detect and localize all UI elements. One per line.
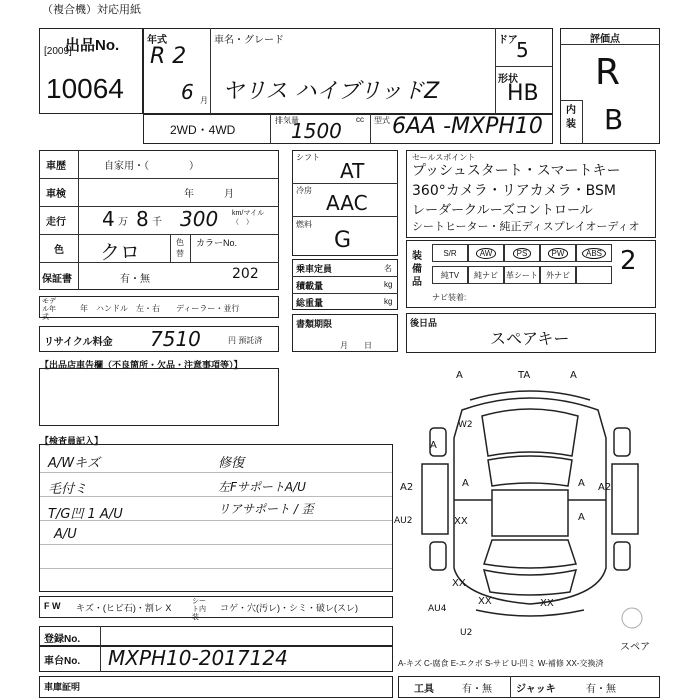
equipment-item-label: 外ナビ xyxy=(546,270,570,280)
mileage-rest: 300 xyxy=(180,207,219,231)
capacity-label: 乗車定員 xyxy=(296,264,333,274)
equipment-item xyxy=(540,244,576,262)
interior-label: 内装 xyxy=(566,105,576,130)
car-side-right xyxy=(612,464,638,534)
diagram-mark-a-6: A xyxy=(578,478,585,489)
inspector-note-5: 修復 xyxy=(218,456,245,471)
docs-value: 月 日 xyxy=(340,341,372,350)
model-year-text: 年 ハンドル 左・右 ディーラー・並行 xyxy=(80,304,240,313)
equipment-item-label: 純TV xyxy=(440,270,460,280)
equipment-handwritten: 2 xyxy=(620,246,637,276)
fuel-label: 燃料 xyxy=(296,220,312,229)
sales-line-1: プッシュスタート・スマートキー xyxy=(412,163,621,179)
mileage-label: 走行 xyxy=(46,217,66,228)
diagram-mark-a2: A2 xyxy=(400,482,414,493)
inspector-label: 【検査員記入】 xyxy=(40,436,104,446)
recycle-value: 7510 xyxy=(150,327,201,351)
car-side-left xyxy=(422,464,448,534)
inspection-label: 車検 xyxy=(46,189,66,200)
diagram-mark-xx-3: XX xyxy=(478,596,492,607)
chassis-value: MXPH10-2017124 xyxy=(108,646,288,670)
reg-label: 登録No. xyxy=(44,634,81,645)
color-no-value: 202 xyxy=(232,266,259,282)
diagram-mark-a-top: A xyxy=(570,370,577,381)
mileage-unit: km/マイル（ ） xyxy=(232,210,265,226)
jack-value: 有・無 xyxy=(586,684,616,695)
docs-label: 書類期限 xyxy=(296,319,333,329)
car-rear-window xyxy=(484,540,576,568)
diagram-mark-ta: TA xyxy=(518,370,531,381)
inspector-note-2: 毛付ミ xyxy=(48,482,88,497)
equipment-item xyxy=(468,244,504,262)
equipment-item-label: 純ナビ xyxy=(474,270,498,280)
displacement-label: 排気量 xyxy=(275,116,299,125)
history-label: 車歴 xyxy=(46,161,66,172)
type-label: 形状 xyxy=(498,74,518,85)
equipment-item xyxy=(432,266,468,284)
drive-options: 2WD・4WD xyxy=(170,123,236,137)
warranty-value: 有・無 xyxy=(120,274,150,285)
cert-label: 車庫証明 xyxy=(44,682,81,692)
navi-label: ナビ装着: xyxy=(432,293,467,302)
inspector-note-1: A/Wキズ xyxy=(48,456,100,471)
diagram-mark-a-5: A xyxy=(462,478,469,489)
sales-line-2: 360°カメラ・リアカメラ・BSM xyxy=(412,183,616,199)
equipment-item-label: AW xyxy=(476,248,497,259)
sheet-label: シート内装 xyxy=(192,598,206,621)
doors-label: ドア xyxy=(498,35,518,46)
weight-unit: kg xyxy=(384,297,393,306)
notes-label: 【出品店車告欄（不良箇所・欠品・注意事項等）】 xyxy=(40,360,243,370)
fuel-value: G xyxy=(334,228,352,253)
displacement-unit: cc xyxy=(356,115,364,124)
reg-box xyxy=(39,626,393,646)
model-year-label: モデル年式 xyxy=(42,298,56,321)
accessories-value: スペアキー xyxy=(490,329,570,348)
header-cut-text: （複合機）対応用紙 xyxy=(42,4,141,16)
inspector-note-3: T/G凹 1 A/U xyxy=(48,507,123,522)
sales-line-4: シートヒーター・純正ディスプレイオーディオ xyxy=(412,220,640,233)
model-value: 6AA -MXPH10 xyxy=(392,114,543,139)
color-label: 色 xyxy=(54,245,64,256)
inspection-value: 年 月 xyxy=(184,189,234,200)
diagram-mark-au2: AU2 xyxy=(394,516,413,526)
spare-tire-icon xyxy=(622,608,642,628)
fw-label: F W xyxy=(44,601,61,611)
equipment-item-label: PW xyxy=(548,248,569,259)
history-value: 自家用・（ ） xyxy=(104,161,199,172)
mileage-sen-unit: 千 xyxy=(152,217,162,228)
diagram-mark-xx-2: XX xyxy=(452,578,466,589)
chassis-label: 車台No. xyxy=(44,656,81,667)
cert-box xyxy=(39,676,393,698)
interior-value: B xyxy=(604,103,624,136)
sales-label: セールスポイント xyxy=(412,153,476,162)
tools-value: 有・無 xyxy=(462,684,492,695)
type-value: HB xyxy=(507,81,539,106)
color-change-label: 色替 xyxy=(176,238,184,258)
legend: A-キズ C-腐食 E-エクボ S-サビ U-凹ミ W-補修 XX-交換済 xyxy=(398,659,604,668)
bumper-rear xyxy=(476,610,584,616)
diagram-mark-a2-r: A2 xyxy=(598,482,612,493)
color-value: クロ xyxy=(100,240,140,264)
equipment-item-label: S/R xyxy=(443,248,457,258)
inspector-note-7: リアサポート / 歪 xyxy=(218,502,314,516)
capacity-unit: 名 xyxy=(384,264,392,273)
equipment-item xyxy=(576,244,612,262)
inspector-note-4: A/U xyxy=(54,527,77,542)
equipment-label: 装備品 xyxy=(412,251,422,288)
equipment-item xyxy=(504,266,540,284)
color-no-label: カラーNo. xyxy=(196,238,238,248)
mileage-sen: 8 xyxy=(136,207,149,231)
jack-label: ジャッキ xyxy=(516,684,556,695)
equipment-item xyxy=(576,266,612,284)
shift-label: シフト xyxy=(296,153,320,162)
shift-value: AT xyxy=(340,159,365,183)
diagram-mark-u2: U2 xyxy=(460,628,473,638)
displacement-value: 1500 xyxy=(291,119,342,143)
sheet-options: コゲ・穴(汚レ)・シミ・破レ(スレ) xyxy=(220,603,358,613)
inspector-note-6: 左FサポートA/U xyxy=(218,480,306,494)
recycle-suffix: 円 預託済 xyxy=(228,336,263,345)
lot-number: 10064 xyxy=(46,73,124,104)
doors-value: 5 xyxy=(516,38,529,62)
model-label: 型式 xyxy=(374,116,390,125)
name-value: ヤリス ハイブリッドZ xyxy=(222,79,440,104)
load-label: 積載量 xyxy=(296,281,324,291)
lot-year-tag: [2009] xyxy=(44,46,72,57)
mileage-man-unit: 万 xyxy=(118,217,128,228)
diagram-mark-a-7: A xyxy=(578,512,585,523)
month-unit: 月 xyxy=(200,96,208,105)
diagram-mark-a-8: A xyxy=(430,440,437,451)
car-hood xyxy=(482,409,578,456)
fw-options: キズ・(ヒビ石)・割レ X xyxy=(76,603,172,613)
notes-box xyxy=(39,368,279,426)
weight-label: 総重量 xyxy=(296,298,324,308)
mileage-man: 4 xyxy=(102,207,115,231)
diagram-mark-w2: W2 xyxy=(458,420,473,430)
tools-label: 工具 xyxy=(414,684,434,695)
car-windshield xyxy=(488,456,572,486)
grade-score: R xyxy=(595,52,621,93)
equipment-item xyxy=(432,244,468,262)
warranty-label: 保証書 xyxy=(42,274,72,285)
sales-line-3: レーダークルーズコントロール xyxy=(412,203,593,218)
wheel-front-right xyxy=(614,428,630,456)
car-trunk xyxy=(484,570,576,595)
car-roof xyxy=(492,490,568,536)
grade-label: 評価点 xyxy=(590,34,620,45)
load-unit: kg xyxy=(384,280,393,289)
wheel-rear-right xyxy=(614,542,630,570)
ac-value: AAC xyxy=(326,191,368,215)
year-value: R 2 xyxy=(150,44,187,69)
equipment-item xyxy=(504,244,540,262)
diagram-mark-xx-4: XX xyxy=(540,598,554,609)
equipment-item xyxy=(540,266,576,284)
spare-label: スペア xyxy=(620,642,650,653)
equipment-item xyxy=(468,266,504,284)
car-diagram xyxy=(400,368,660,630)
equipment-item-label: ABS xyxy=(582,248,606,259)
equipment-item-label: 革シート xyxy=(506,270,538,280)
name-label: 車名・グレード xyxy=(214,35,284,46)
equipment-item-label: PS xyxy=(513,248,532,259)
month-value: 6 xyxy=(181,80,194,104)
diagram-mark-a4: A xyxy=(456,370,463,381)
lot-label: 出品No. xyxy=(65,37,120,54)
year-label: 年式 xyxy=(147,35,167,46)
diagram-mark-au4: AU4 xyxy=(428,604,447,614)
car-outline xyxy=(454,398,606,604)
recycle-label: リサイクル料金 xyxy=(44,337,113,348)
wheel-rear-left xyxy=(430,542,446,570)
accessories-label: 後日品 xyxy=(410,318,438,328)
diagram-mark-xx-1: XX xyxy=(454,516,468,527)
ac-label: 冷房 xyxy=(296,186,312,195)
